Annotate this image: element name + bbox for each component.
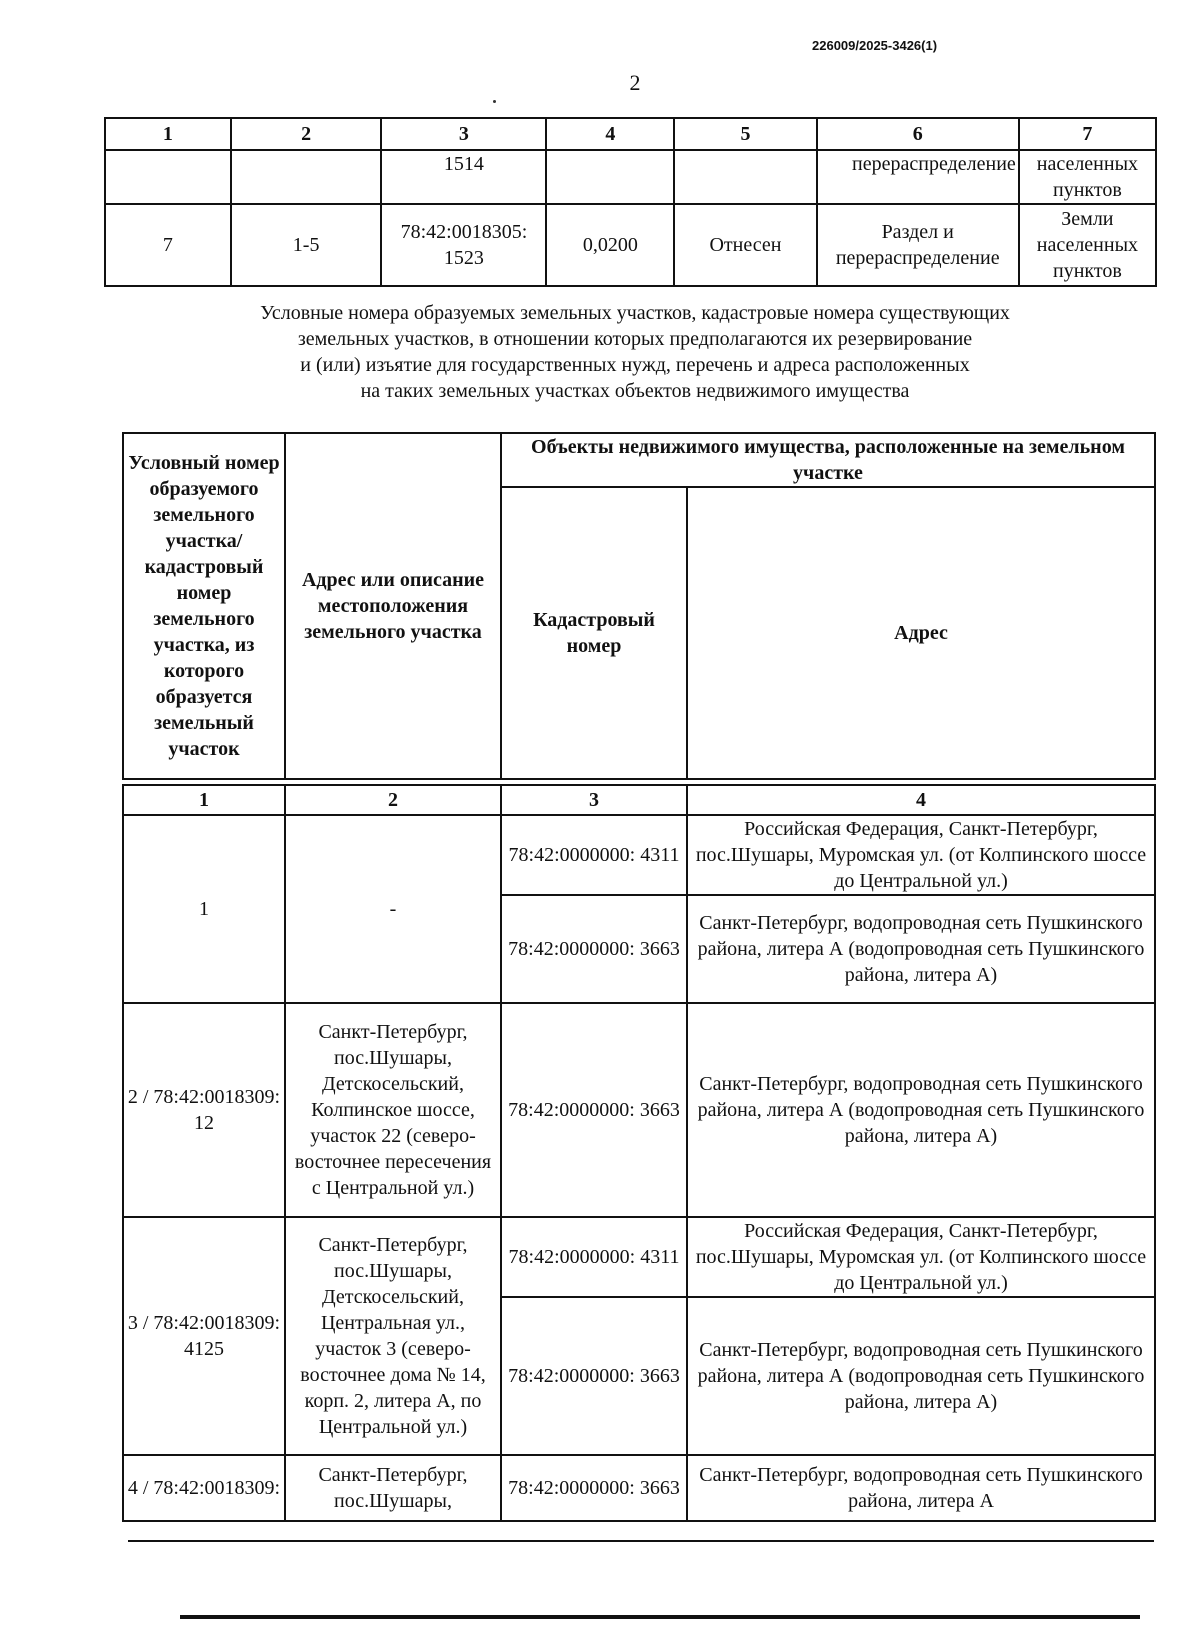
cell	[105, 150, 231, 204]
object-address: Санкт-Петербург, водопроводная сеть Пушкинского района, литера А	[687, 1455, 1155, 1521]
header-col1: Условный номер образуемого земельного участка/ кадастровый номер земельного участка, из которого образуется земельный участок	[123, 433, 285, 779]
cell	[231, 150, 382, 204]
cadastral-number: 78:42:0000000: 3663	[501, 1455, 687, 1521]
cell: 1-5	[231, 204, 382, 286]
cell: 0,0200	[546, 204, 674, 286]
object-address: Санкт-Петербург, водопроводная сеть Пушкинского района, литера А (водопроводная сеть Пушкинского района, литера А)	[687, 1003, 1155, 1217]
object-address: Санкт-Петербург, водопроводная сеть Пушкинского района, литера А (водопроводная сеть Пушкинского района, литера А)	[687, 895, 1155, 1003]
table-row	[105, 204, 1156, 286]
scan-dot	[493, 100, 496, 103]
cell: населенных пунктов	[1019, 150, 1156, 204]
cell	[674, 150, 816, 204]
cell: 1514	[381, 150, 546, 204]
table-row	[123, 1003, 1155, 1217]
cell: Отнесен	[674, 204, 816, 286]
col-number: 4	[687, 785, 1155, 815]
header-col3: Кадастровый номер	[501, 487, 687, 779]
cell: 78:42:0018305: 1523	[381, 204, 546, 286]
cell: перераспределение	[817, 150, 1019, 204]
parcel-address: Санкт-Петербург, пос.Шушары, Детскосельский, Центральная ул., участок 3 (северо-восточнее дома № 14, корп. 2, литера А, по Центральной ул.)	[285, 1217, 501, 1455]
scan-edge-line	[180, 1615, 1140, 1619]
section-heading	[0, 300, 1200, 404]
table-row	[123, 1455, 1155, 1521]
cell: Раздел и перераспределение	[817, 204, 1019, 286]
heading-line: Условные номера образуемых земельных участков, кадастровые номера существующих	[260, 302, 1010, 324]
header-group: Объекты недвижимого имущества, расположенные на земельном участке	[501, 433, 1155, 487]
heading-line: на таких земельных участках объектов недвижимого имущества	[360, 380, 910, 402]
heading-line: и (или) изъятие для государственных нужд, перечень и адреса расположенных	[300, 354, 970, 376]
cell	[546, 150, 674, 204]
header-col4: Адрес	[687, 487, 1155, 779]
parcel-address: Санкт-Петербург, пос.Шушары,	[285, 1455, 501, 1521]
parcel-number: 3 / 78:42:0018309: 4125	[123, 1217, 285, 1455]
table-row	[123, 815, 1155, 895]
column-numbers-row	[105, 118, 1156, 150]
col-number: 3	[501, 785, 687, 815]
cadastral-number: 78:42:0000000: 4311	[501, 815, 687, 895]
col-number: 7	[1019, 118, 1156, 150]
col-number: 5	[674, 118, 816, 150]
object-address: Санкт-Петербург, водопроводная сеть Пушкинского района, литера А (водопроводная сеть Пушкинского района, литера А)	[687, 1297, 1155, 1455]
cadastral-number: 78:42:0000000: 3663	[501, 1297, 687, 1455]
col-number: 4	[546, 118, 674, 150]
table-bottom-border	[128, 1540, 1154, 1542]
col-number: 6	[817, 118, 1019, 150]
page-number: 2	[629, 70, 641, 95]
objects-table	[122, 784, 1156, 1522]
objects-table-header	[122, 432, 1156, 780]
cell: Земли населенных пунктов	[1019, 204, 1156, 286]
col-number: 3	[381, 118, 546, 150]
object-address: Российская Федерация, Санкт-Петербург, пос.Шушары, Муромская ул. (от Колпинского шоссе до Центральной ул.)	[687, 815, 1155, 895]
column-numbers-row	[123, 785, 1155, 815]
object-address: Российская Федерация, Санкт-Петербург, пос.Шушары, Муромская ул. (от Колпинского шоссе до Центральной ул.)	[687, 1217, 1155, 1297]
table-row	[123, 1217, 1155, 1297]
col-number: 1	[123, 785, 285, 815]
cadastral-number: 78:42:0000000: 3663	[501, 1003, 687, 1217]
parcel-number: 2 / 78:42:0018309: 12	[123, 1003, 285, 1217]
document-number: 226009/2025-3426(1)	[812, 38, 938, 53]
parcel-number: 1	[123, 815, 285, 1003]
col-number: 2	[285, 785, 501, 815]
parcels-table-continuation	[104, 117, 1157, 287]
header-col2: Адрес или описание местоположения земельного участка	[285, 433, 501, 779]
cell: 7	[105, 204, 231, 286]
parcel-address: Санкт-Петербург, пос.Шушары, Детскосельский, Колпинское шоссе, участок 22 (северо-восточнее пересечения с Центральной ул.)	[285, 1003, 501, 1217]
cadastral-number: 78:42:0000000: 4311	[501, 1217, 687, 1297]
col-number: 1	[105, 118, 231, 150]
parcel-number: 4 / 78:42:0018309:	[123, 1455, 285, 1521]
cadastral-number: 78:42:0000000: 3663	[501, 895, 687, 1003]
heading-line: земельных участков, в отношении которых предполагаются их резервирование	[297, 328, 973, 350]
parcel-address: -	[285, 815, 501, 1003]
col-number: 2	[231, 118, 382, 150]
table-row	[105, 150, 1156, 204]
